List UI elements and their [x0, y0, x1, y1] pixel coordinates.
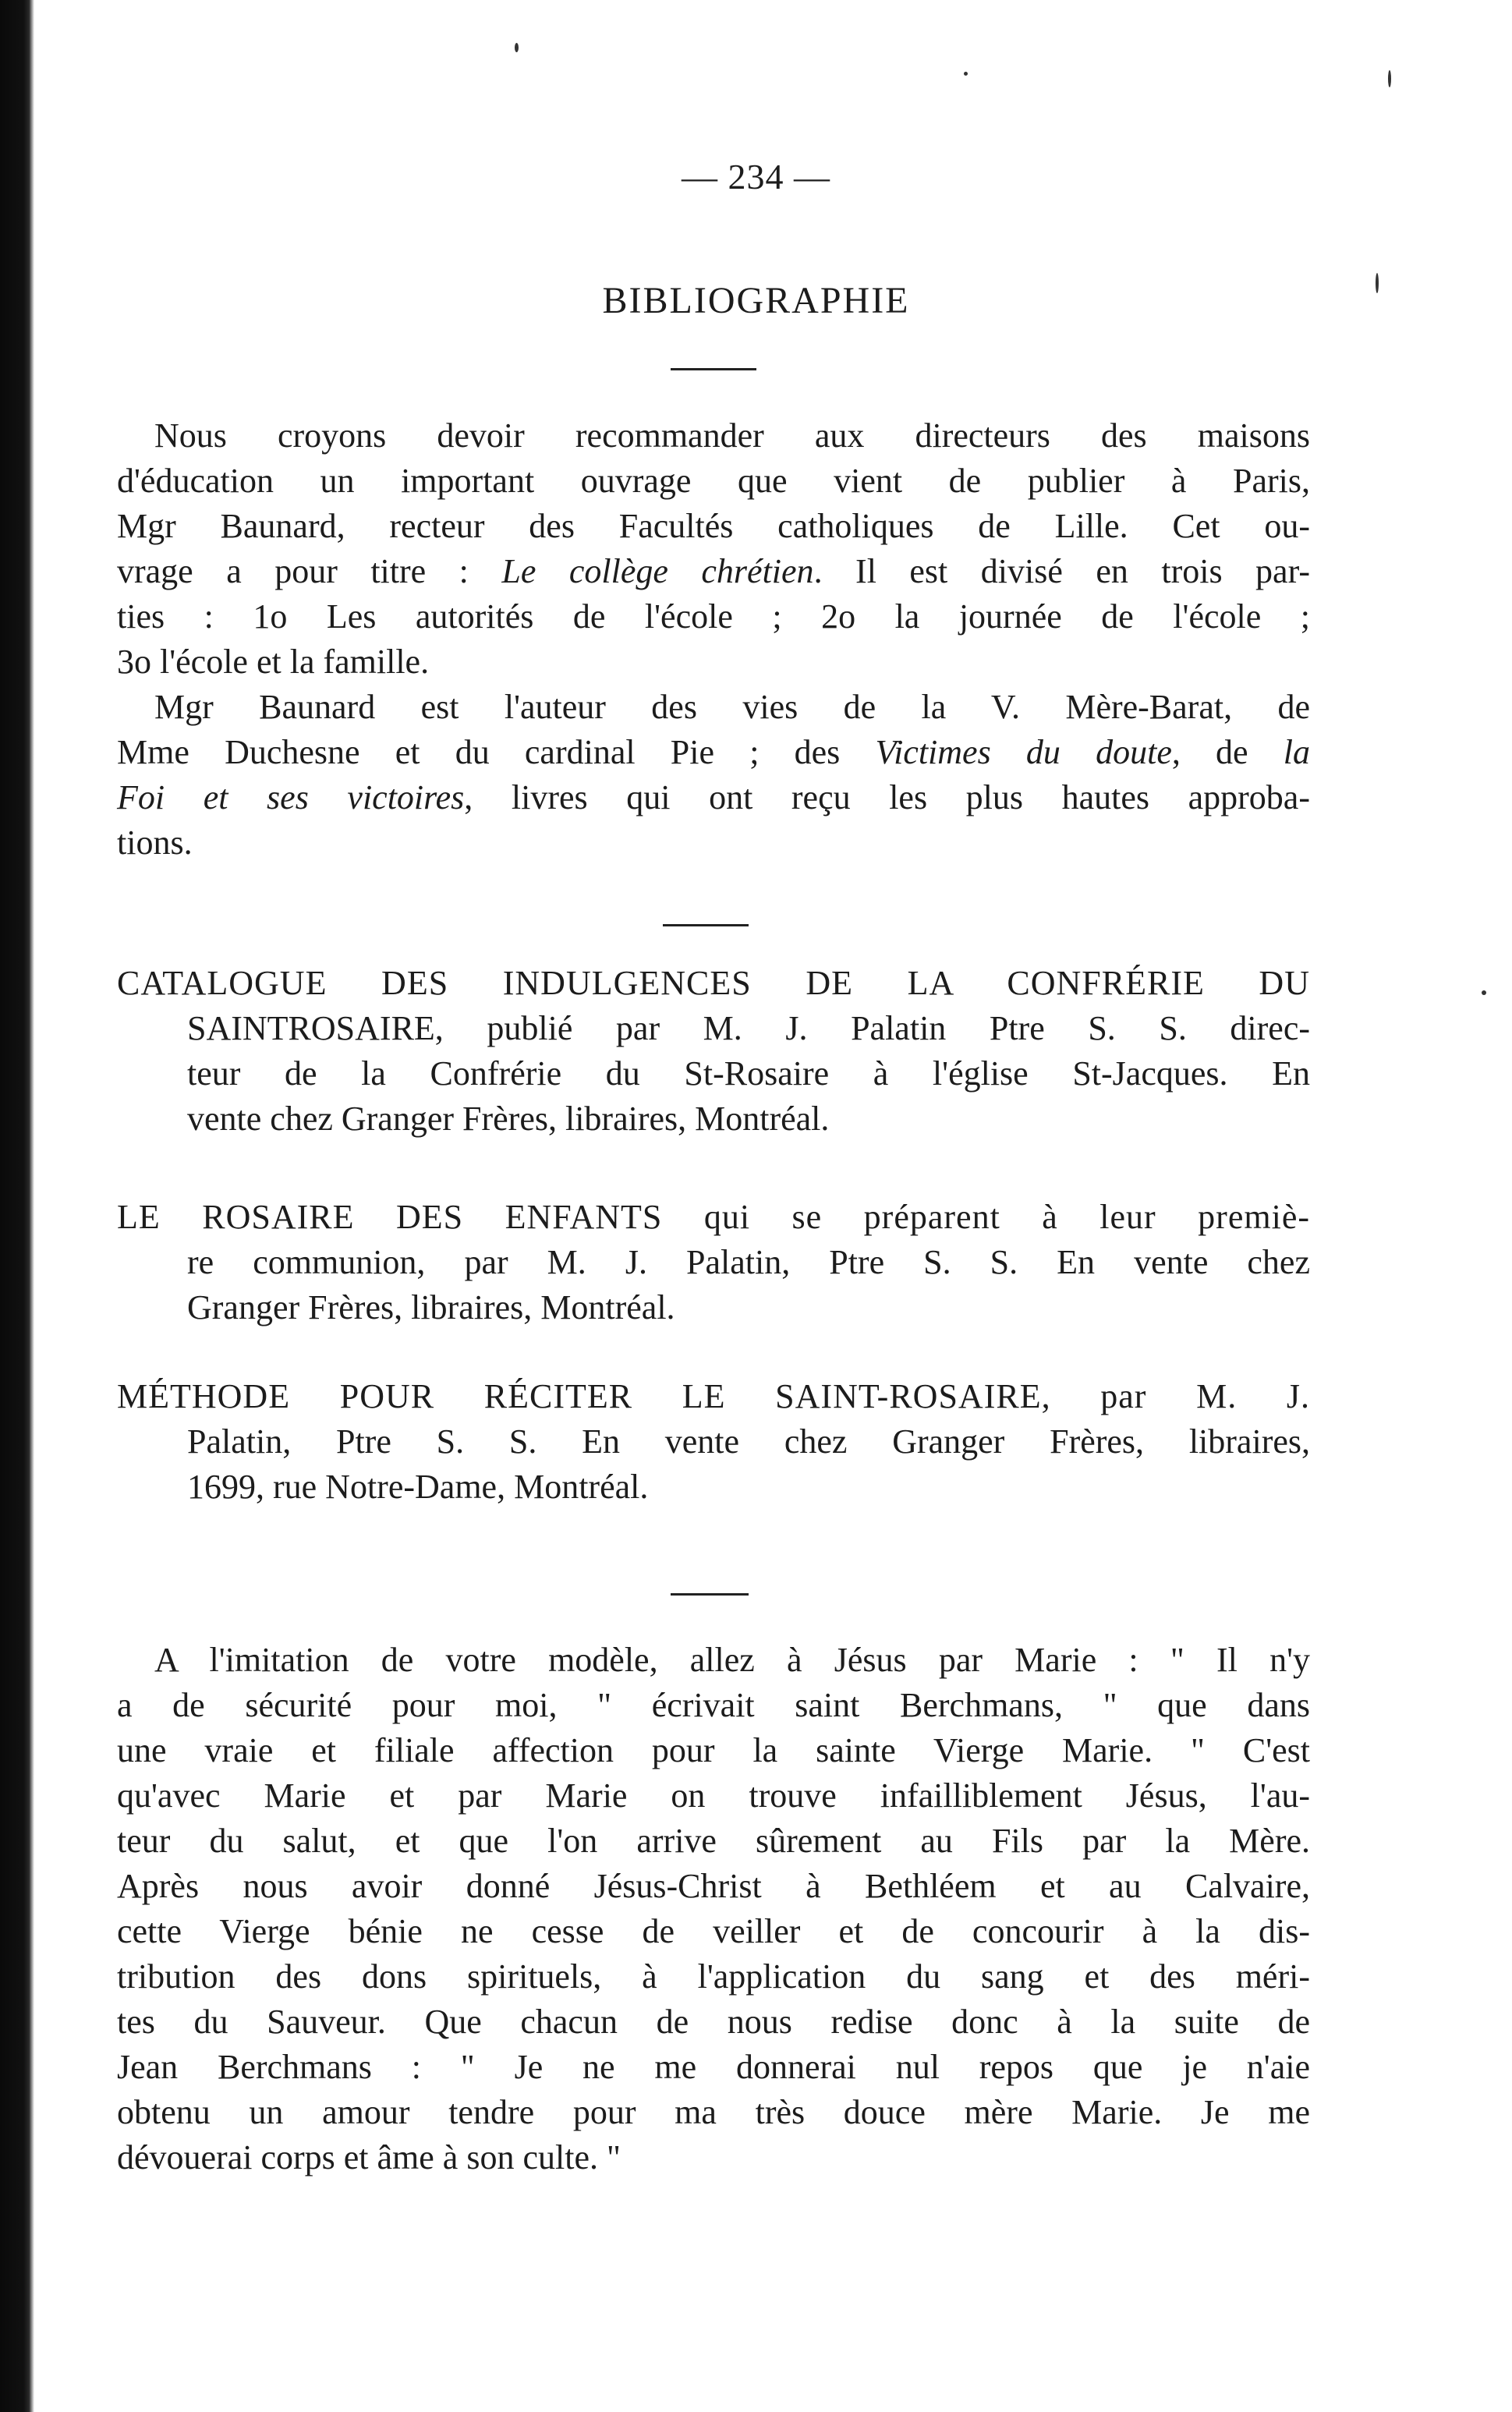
ink-speck: [515, 43, 519, 52]
text-line: tes du Sauveur. Que chacun de nous redise donc à la suite de: [117, 2003, 1310, 2041]
text-fragment: vrage a pour titre :: [117, 552, 469, 590]
text-line: qu'avec Marie et par Marie on trouve infailliblement Jésus, l'au-: [117, 1776, 1310, 1815]
section-heading: BIBLIOGRAPHIE: [602, 280, 910, 321]
text-line: 3o l'école et la famille.: [117, 643, 430, 681]
book-title: la: [1283, 733, 1311, 771]
ink-speck: [964, 72, 968, 76]
bibliography-entry-methode: [117, 1374, 1310, 1510]
intro-paragraph: [117, 413, 1310, 685]
text-line: [117, 730, 1310, 775]
text-line: SAINTROSAIRE, publié par M. J. Palatin Ptre S. S. direc-: [187, 1009, 1310, 1047]
ink-speck: [1482, 990, 1486, 995]
text-line: A l'imitation de votre modèle, allez à Jésus par Marie : " Il n'y: [154, 1641, 1310, 1679]
section-rule: [663, 924, 749, 926]
text-line: a de sécurité pour moi, " écrivait saint Berchmans, " que dans: [117, 1686, 1310, 1724]
heading-rule: [671, 368, 756, 370]
ink-speck: [1388, 70, 1391, 87]
text-line: LE ROSAIRE DES ENFANTS qui se préparent à leur premiè-: [117, 1198, 1310, 1236]
text-line: Jean Berchmans : " Je ne me donnerai nul repos que je n'aie: [117, 2048, 1310, 2086]
text-fragment: . Il est divisé en trois par-: [813, 552, 1311, 590]
text-line: tions.: [117, 823, 193, 862]
text-line: 1699, rue Notre-Dame, Montréal.: [187, 1468, 649, 1506]
bibliography-entry-catalogue: [117, 961, 1310, 1142]
text-line: une vraie et filiale affection pour la sainte Vierge Marie. " C'est: [117, 1731, 1310, 1769]
text-line: teur du salut, et que l'on arrive sûrement au Fils par la Mère.: [117, 1822, 1310, 1860]
text-line: Granger Frères, libraires, Montréal.: [187, 1288, 675, 1326]
text-line: Après nous avoir donné Jésus-Christ à Bethléem et au Calvaire,: [117, 1867, 1310, 1905]
book-title: Le collège chrétien: [501, 552, 814, 590]
author-paragraph: [117, 685, 1310, 866]
text-line: [117, 775, 1310, 820]
text-line: Nous croyons devoir recommander aux directeurs des maisons: [154, 416, 1310, 455]
text-line: vente chez Granger Frères, libraires, Montréal.: [187, 1100, 830, 1138]
text-line: re communion, par M. J. Palatin, Ptre S. S. En vente chez: [187, 1243, 1310, 1281]
text-line: tribution des dons spirituels, à l'application du sang et des méri-: [117, 1957, 1310, 1996]
text-line: MÉTHODE POUR RÉCITER LE SAINT-ROSAIRE, par M. J.: [117, 1377, 1310, 1415]
bibliography-entry-rosaire: [117, 1195, 1310, 1330]
text-fragment: Mme Duchesne et du cardinal Pie ; des: [117, 733, 841, 771]
text-line: cette Vierge bénie ne cesse de veiller et de concourir à la dis-: [117, 1912, 1310, 1950]
text-fragment: , livres qui ont reçu les plus hautes approba-: [464, 778, 1310, 816]
text-line: d'éducation un important ouvrage que vient de publier à Paris,: [117, 462, 1310, 500]
text-line: CATALOGUE DES INDULGENCES DE LA CONFRÉRIE DU: [117, 964, 1310, 1002]
text-line: dévouerai corps et âme à son culte. ": [117, 2138, 621, 2176]
book-binding-edge: [0, 0, 34, 2412]
book-title: Foi et ses victoires: [117, 778, 465, 816]
text-line: Mgr Baunard, recteur des Facultés catholiques de Lille. Cet ou-: [117, 507, 1310, 545]
closing-paragraph: [117, 1638, 1310, 2180]
text-line: teur de la Confrérie du St-Rosaire à l'église St-Jacques. En: [187, 1054, 1310, 1093]
text-line: [117, 549, 1310, 594]
section-rule: [671, 1593, 749, 1596]
page-number: — 234 —: [682, 157, 830, 197]
text-line: ties : 1o Les autorités de l'école ; 2o la journée de l'école ;: [117, 597, 1310, 636]
text-fragment: , de: [1171, 733, 1248, 771]
text-line: obtenu un amour tendre pour ma très douce mère Marie. Je me: [117, 2093, 1310, 2131]
book-title: Victimes du doute: [875, 733, 1172, 771]
text-line: Palatin, Ptre S. S. En vente chez Granger Frères, libraires,: [187, 1422, 1310, 1461]
text-line: Mgr Baunard est l'auteur des vies de la V. Mère-Barat, de: [154, 688, 1310, 726]
